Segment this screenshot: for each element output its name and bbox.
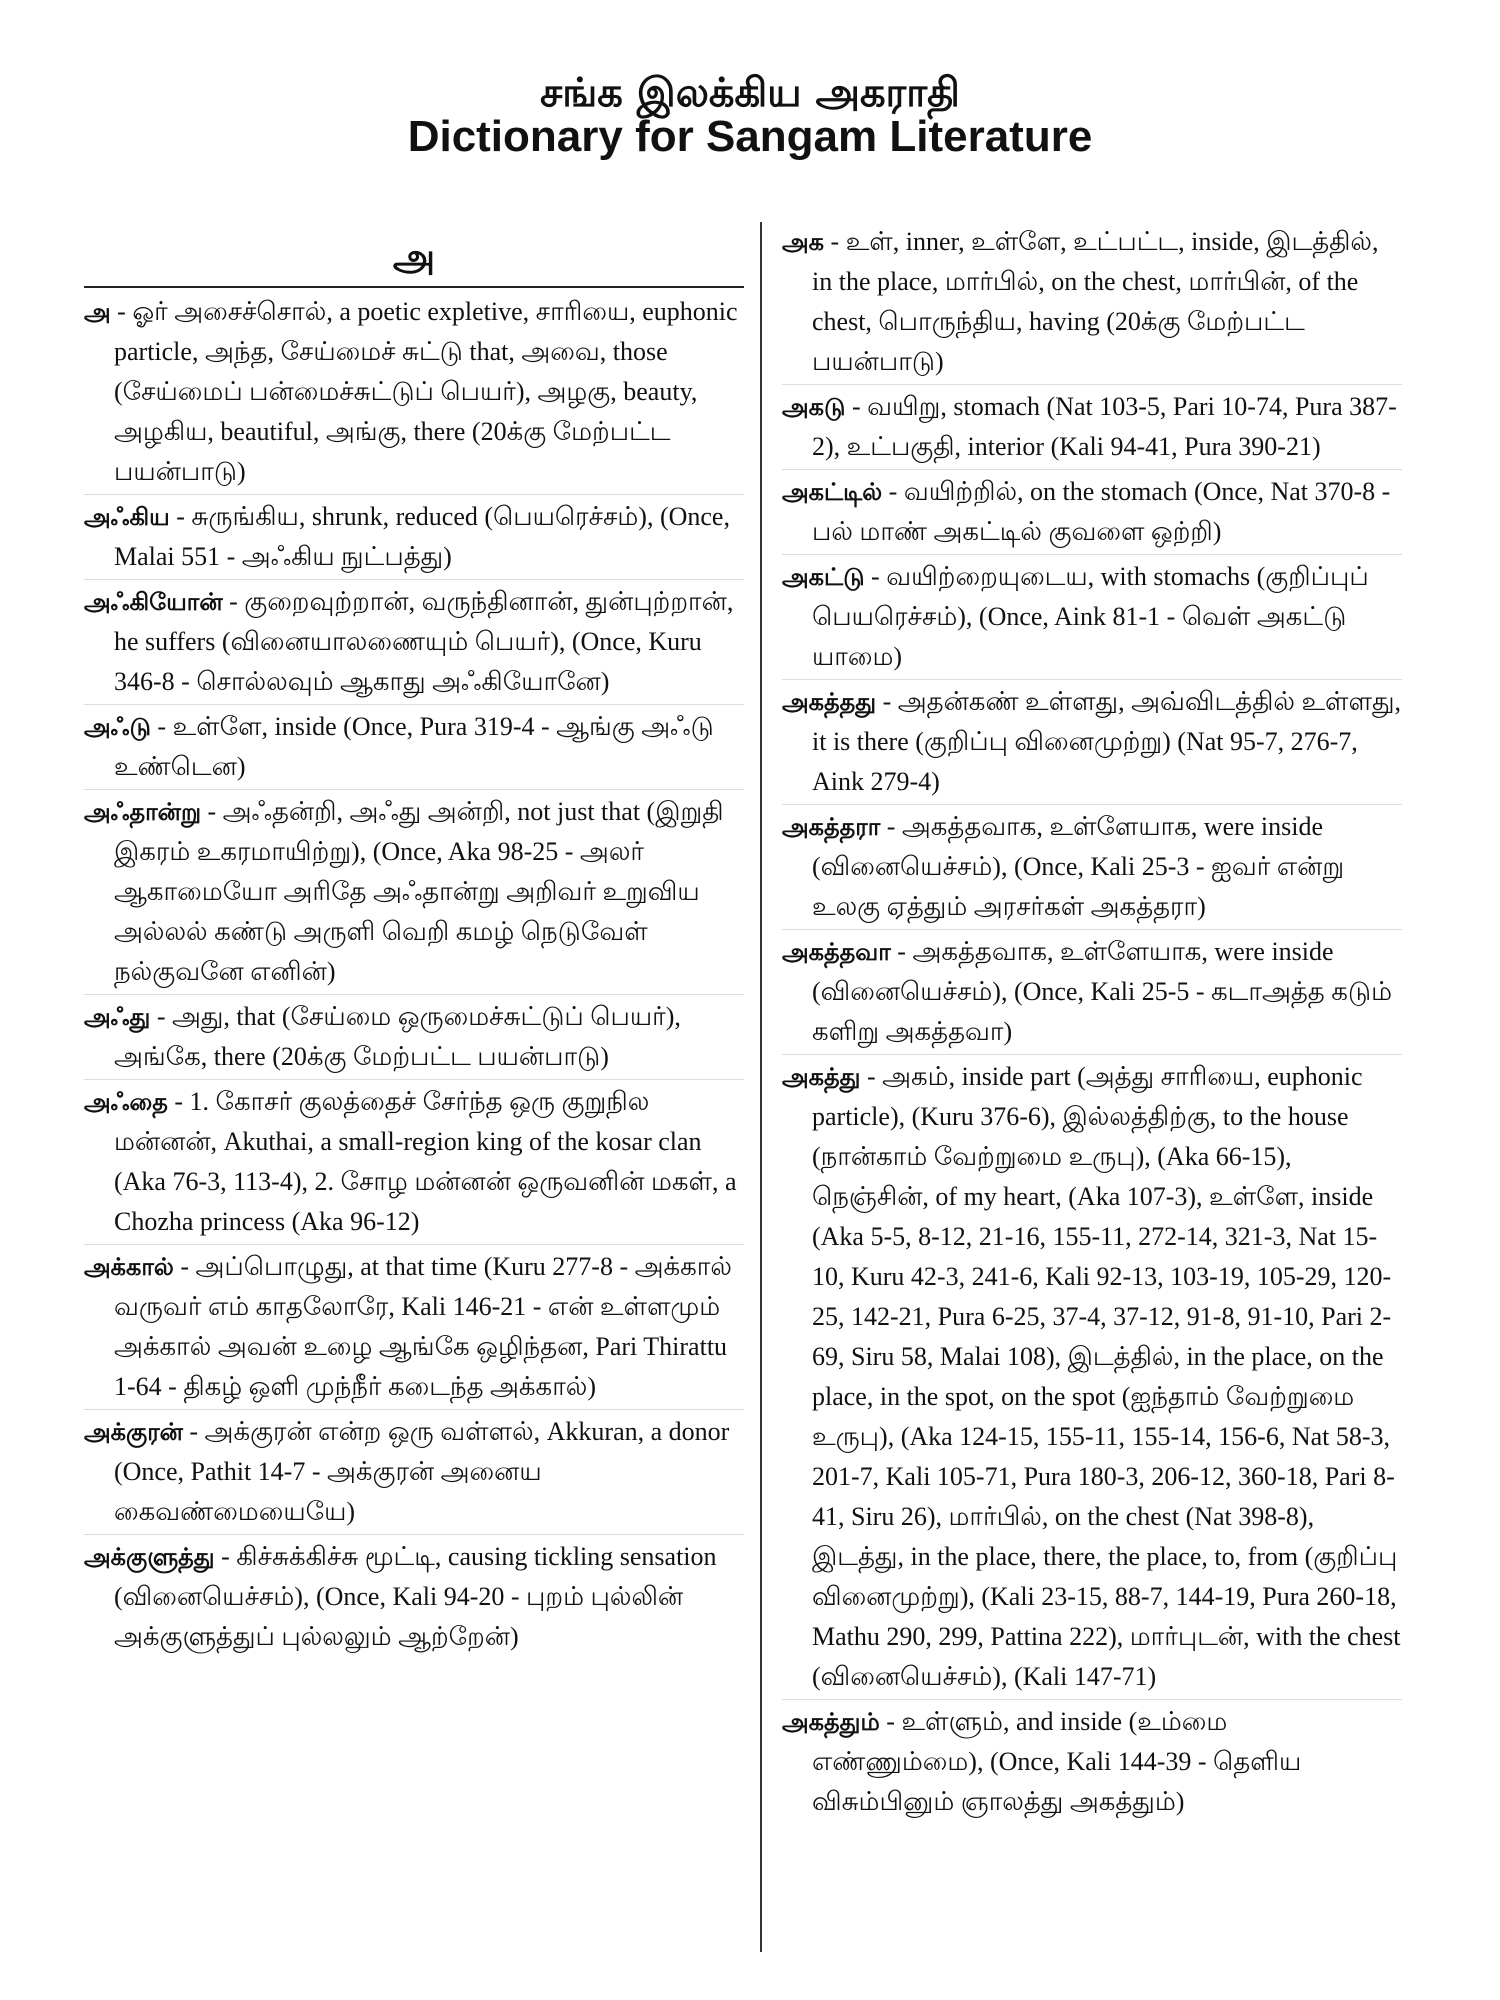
entry-headword: அகத்து xyxy=(782,1063,861,1091)
entry-headword: அக்கால் xyxy=(84,1253,174,1281)
entry-definition: - அப்பொழுது, at that time (Kuru 277-8 - அக்கால் வருவர் எம் காதலோரே, Kali 146-21 - என் உள்ளமும் அக்கால் அவன் உழை ஆங்கே ஒழிந்தன, Pari Thirattu 1-64 - திகழ் ஒளி முந்நீர் கடைந்த அக்கால்) xyxy=(114,1252,732,1401)
dictionary-entry xyxy=(782,1699,1402,1822)
entry-headword: அ xyxy=(84,298,111,326)
column-divider xyxy=(760,222,762,1952)
section-rule xyxy=(84,286,744,288)
right-entry-list xyxy=(782,222,1402,1822)
entry-headword: அகத்தரா xyxy=(782,813,881,841)
entry-definition: - உள்ளும், and inside (உம்மை எண்ணும்மை), (Once, Kali 144-39 - தெளிய விசும்பினும் ஞாலத்து அகத்தும்) xyxy=(812,1707,1302,1816)
entry-definition: - அகத்தவாக, உள்ளேயாக, were inside (வினையெச்சம்), (Once, Kali 25-5 - கடாஅத்த கடும் களிறு அகத்தவா) xyxy=(812,937,1392,1046)
entry-definition: - அக்குரன் என்ற ஒரு வள்ளல், Akkuran, a donor (Once, Pathit 14-7 - அக்குரன் அனைய கைவண்மையையே) xyxy=(114,1417,730,1526)
left-column xyxy=(84,222,744,1950)
dictionary-entry xyxy=(84,1244,744,1407)
entry-headword: அகட்டில் xyxy=(782,478,883,506)
entry-definition: - 1. கோசர் குலத்தைச் சேர்ந்த ஒரு குறுநில மன்னன், Akuthai, a small-region king of the kosar clan (Aka 76-3, 113-4), 2. சோழ மன்னன் ஒருவனின் மகள், a Chozha princess (Aka 96-12) xyxy=(114,1087,737,1236)
entry-headword: அக்குரன் xyxy=(84,1418,183,1446)
entry-definition: - அகத்தவாக, உள்ளேயாக, were inside (வினையெச்சம்), (Once, Kali 25-3 - ஐவர் என்று உலகு ஏத்தும் அரசர்கள் அகத்தரா) xyxy=(812,812,1345,921)
dictionary-entry xyxy=(84,1409,744,1532)
entry-definition: - வயிற்றில், on the stomach (Once, Nat 370-8 - பல் மாண் அகட்டில் குவளை ஒற்றி) xyxy=(812,477,1391,546)
entry-definition: - உள், inner, உள்ளே, உட்பட்ட, inside, இடத்தில், in the place, மார்பில், on the chest, மார்பின், of the chest, பொருந்திய, having (20க்கு மேற்பட்ட பயன்பாடு) xyxy=(812,227,1379,376)
dictionary-entry xyxy=(782,554,1402,677)
entry-definition: - வயிறு, stomach (Nat 103-5, Pari 10-74, Pura 387-2), உட்பகுதி, interior (Kali 94-41, Pura 390-21) xyxy=(812,392,1397,461)
entry-definition: - அஃதன்றி, அஃது அன்றி, not just that (இறுதி இகரம் உகரமாயிற்று), (Once, Aka 98-25 - அலர் ஆகாமையோ அரிதே அஃதான்று அறிவர் உறுவிய அல்லல் கண்டு அருளி வெறி கமழ் நெடுவேள் நல்குவனே எனின்) xyxy=(114,797,724,986)
entry-headword: அஃகியோன் xyxy=(84,588,223,616)
dictionary-entry xyxy=(782,469,1402,552)
entry-headword: அஃது xyxy=(84,1003,151,1031)
left-entry-list xyxy=(84,292,744,1657)
dictionary-entry xyxy=(782,679,1402,802)
entry-definition: - அகம், inside part (அத்து சாரியை, euphonic particle), (Kuru 376-6), இல்லத்திற்கு, to the house (நான்காம் வேற்றுமை உருபு), (Aka 66-15), நெஞ்சின், of my heart, (Aka 107-3), உள்ளே, inside (Aka 5-5, 8-12, 21-16, 155-11, 272-14, 321-3, Nat 15-10, Kuru 42-3, 241-6, Kali 92-13, 103-19, 105-29, 120-25, 142-21, Pura 6-25, 37-4, 37-12, 91-8, 91-10, Pari 2-69, Siru 58, Malai 108), இடத்தில், in the place, on the place, in the spot, on the spot (ஐந்தாம் வேற்றுமை உருபு), (Aka 124-15, 155-11, 155-14, 156-6, Nat 58-3, 201-7, Kali 105-71, Pura 180-3, 206-12, 360-18, Pari 8-41, Siru 26), மார்பில், on the chest (Nat 398-8), இடத்து, in the place, there, the place, to, from (குறிப்பு வினைமுற்று), (Kali 23-15, 88-7, 144-19, Pura 260-18, Mathu 290, 299, Pattina 222), மார்புடன், with the chest (வினையெச்சம்), (Kali 147-71) xyxy=(812,1062,1401,1691)
entry-headword: அஃதை xyxy=(84,1088,168,1116)
dictionary-entry xyxy=(782,1054,1402,1697)
entry-definition: - ஓர் அசைச்சொல், a poetic expletive, சாரியை, euphonic particle, அந்த, சேய்மைச் சுட்டு that, அவை, those (சேய்மைப் பன்மைச்சுட்டுப் பெயர்), அழகு, beauty, அழகிய, beautiful, அங்கு, there (20க்கு மேற்பட்ட பயன்பாடு) xyxy=(110,297,738,486)
entry-headword: அகட்டு xyxy=(782,563,865,591)
dictionary-entry xyxy=(782,384,1402,467)
dictionary-entry xyxy=(782,222,1402,382)
dictionary-entry xyxy=(84,994,744,1077)
dictionary-entry xyxy=(84,1534,744,1657)
entry-headword: அக xyxy=(782,228,825,256)
entry-headword: அக்குளுத்து xyxy=(84,1543,215,1571)
entry-definition: - சுருங்கிய, shrunk, reduced (பெயரெச்சம்), (Once, Malai 551 - அஃகிய நுட்பத்து) xyxy=(114,502,730,571)
entry-headword: அகடு xyxy=(782,393,846,421)
entry-definition: - கிச்சுக்கிச்சு மூட்டி, causing tickling sensation (வினையெச்சம்), (Once, Kali 94-20 - புறம் புல்லின் அக்குளுத்துப் புல்லலும் ஆற்றேன்) xyxy=(114,1542,717,1651)
title-tamil: சங்க இலக்கிய அகராதி xyxy=(540,70,960,116)
dictionary-entry xyxy=(84,789,744,992)
entry-headword: அஃதான்று xyxy=(84,798,201,826)
entry-definition: - வயிற்றையுடைய, with stomachs (குறிப்புப் பெயரெச்சம்), (Once, Aink 81-1 - வெள் அகட்டு யாமை) xyxy=(812,562,1369,671)
entry-headword: அஃகிய xyxy=(84,503,170,531)
dictionary-entry xyxy=(84,292,744,492)
dictionary-entry xyxy=(84,494,744,577)
dictionary-entry xyxy=(84,1079,744,1242)
title-english: Dictionary for Sangam Literature xyxy=(407,112,1093,161)
dictionary-entry xyxy=(782,929,1402,1052)
section-letter: அ xyxy=(392,235,436,279)
entry-headword: அகத்தும் xyxy=(782,1708,880,1736)
entry-headword: அகத்தவா xyxy=(782,938,891,966)
dictionary-entry xyxy=(84,579,744,702)
entry-definition: - உள்ளே, inside (Once, Pura 319-4 - ஆங்கு அஃடு உண்டென) xyxy=(114,712,714,781)
entry-definition: - குறைவுற்றான், வருந்தினான், துன்புற்றான், he suffers (வினையாலணையும் பெயர்), (Once, Kuru 346-8 - சொல்லவும் ஆகாது அஃகியோனே) xyxy=(114,587,734,696)
entry-definition: - அதன்கண் உள்ளது, அவ்விடத்தில் உள்ளது, it is there (குறிப்பு வினைமுற்று) (Nat 95-7, 276-7, Aink 279-4) xyxy=(812,687,1402,796)
entry-definition: - அது, that (சேய்மை ஒருமைச்சுட்டுப் பெயர்), அங்கே, there (20க்கு மேற்பட்ட பயன்பாடு) xyxy=(114,1002,681,1071)
right-column xyxy=(782,222,1402,1950)
entry-headword: அகத்தது xyxy=(782,688,877,716)
dictionary-entry xyxy=(782,804,1402,927)
dictionary-entry xyxy=(84,704,744,787)
entry-headword: அஃடு xyxy=(84,713,151,741)
